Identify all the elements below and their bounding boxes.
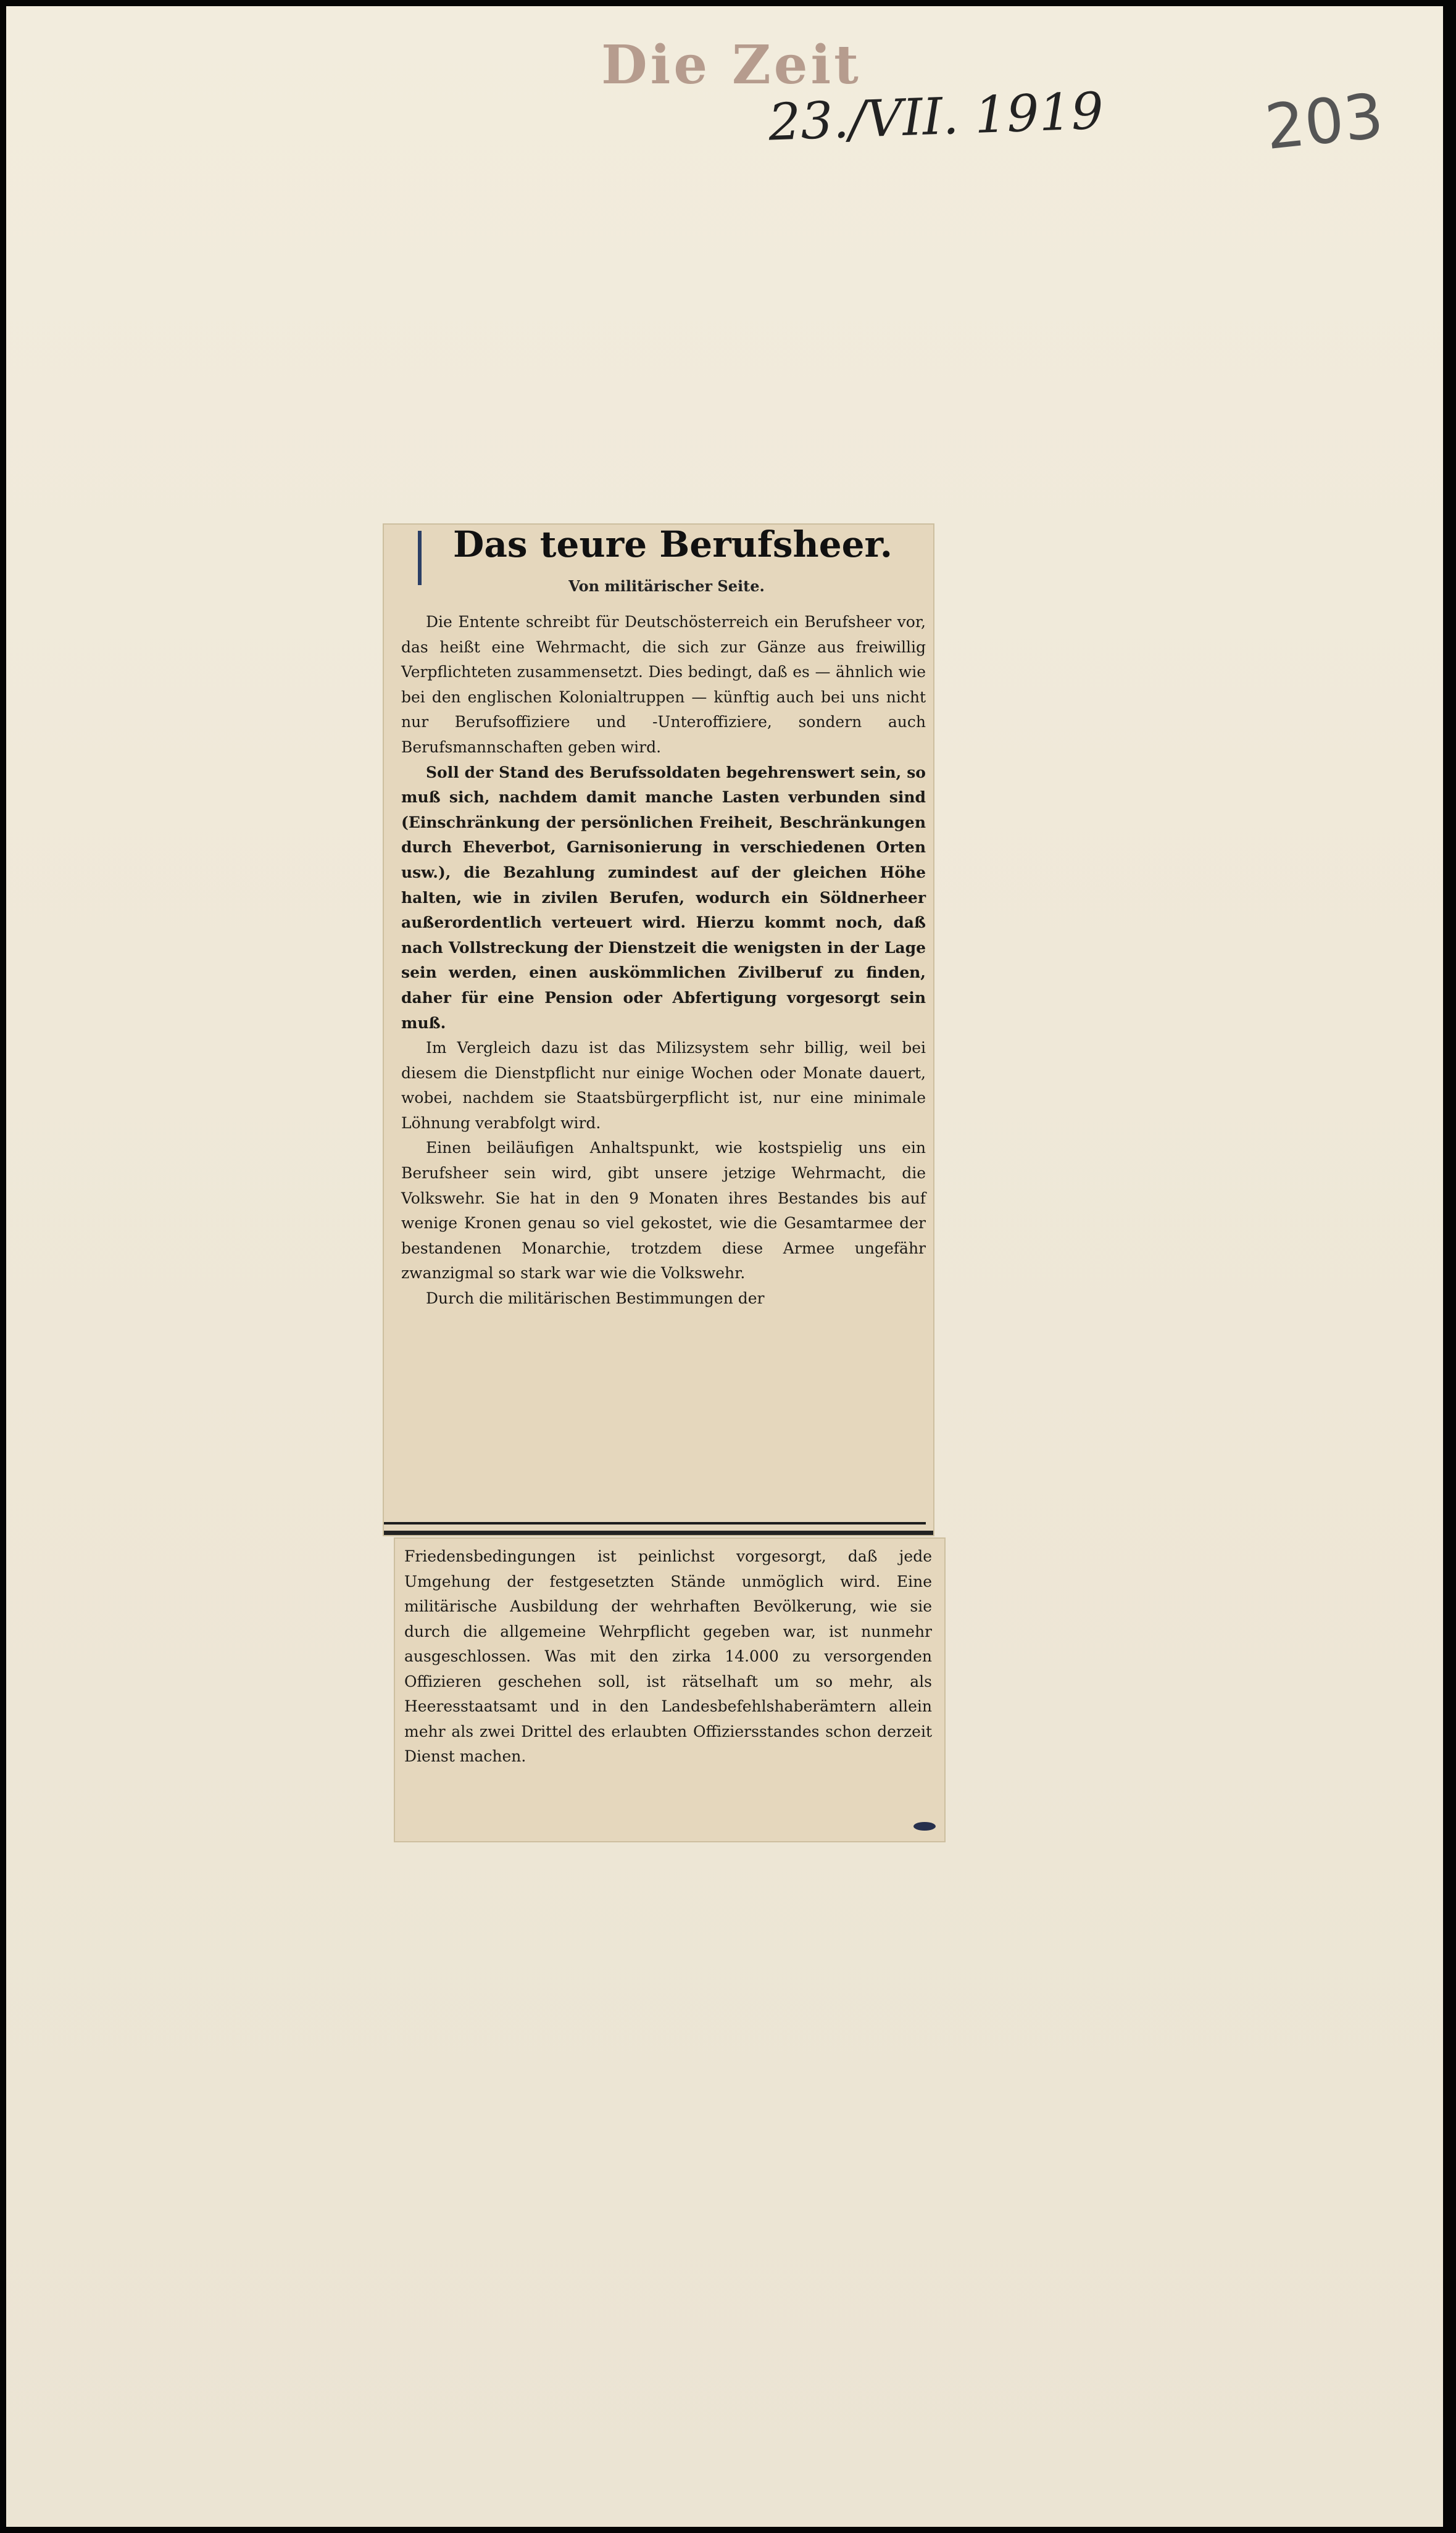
margin-mark — [418, 531, 422, 585]
page-number: 203 — [1262, 79, 1387, 164]
article-paragraph: Die Entente schreibt für Deutschösterreich ein Berufsheer vor, das heißt eine Wehrmacht, die sich zur Gänze aus freiwillig Verpflichteten zusammensetzt. Dies bedingt, daß es — ähnlich wie bei den englischen Kolonialtruppen — künftig auch bei uns nicht nur Berufsoffiziere und -Unteroffiziere, sondern auch Berufsmannschaften geben wird. — [401, 613, 926, 756]
ink-mark — [913, 1822, 936, 1831]
article-body — [401, 610, 926, 1312]
newspaper-stamp: Die Zeit — [601, 34, 862, 96]
article-subhead: Von militärischer Seite. — [568, 577, 765, 595]
handwritten-date: 23./VII. 1919 — [767, 81, 1105, 152]
article-paragraph: Im Vergleich dazu ist das Milizsystem sehr billig, weil bei diesem die Dienstpflicht nur einige Wochen oder Monate dauert, wobei, nachdem sie Staatsbürgerpflicht ist, nur eine minimale Löhnung verabfolgt wird. — [401, 1039, 926, 1132]
article-continuation — [404, 1544, 932, 1770]
article-paragraph: Soll der Stand des Berufssoldaten begehrenswert sein, so muß sich, nachdem damit manche Lasten verbunden sind (Einschränkung der persönlichen Freiheit, Beschränkungen durch Eheverbot, Garnisonierung in verschiedenen Orten usw.), die Bezahlung zumindest auf der gleichen Höhe halten, wie in zivilen Berufen, wodurch ein Söldnerheer außerordentlich verteuert wird. Hierzu kommt noch, daß nach Vollstreckung der Dienstzeit die wenigsten in der Lage sein werden, einen auskömmlichen Zivilberuf zu finden, daher für eine Pension oder Abfertigung vorgesorgt sein muß. — [401, 763, 926, 1032]
article-paragraph: Einen beiläufigen Anhaltspunkt, wie kostspielig uns ein Berufsheer sein wird, gibt unsere jetzige Wehrmacht, die Volkswehr. Sie hat in den 9 Monaten ihres Bestandes bis auf wenige Kronen genau so viel gekostet, wie die Gesamtarmee der bestandenen Monarchie, trotzdem diese Armee ungefähr zwanzigmal so stark war wie die Volkswehr. — [401, 1139, 926, 1283]
article-paragraph: Friedensbedingungen ist peinlichst vorgesorgt, daß jede Umgehung der festgesetzten Stände unmöglich wird. Eine militärische Ausbildung der wehrhaften Bevölkerung, wie sie durch die allgemeine Wehrpflicht gegeben war, ist nunmehr ausgeschlossen. Was mit den zirka 14.000 zu versorgenden Offizieren geschehen soll, ist rätselhaft um so mehr, als Heeresstaatsamt und in den Landesbefehlshaberämtern allein mehr als zwei Drittel des erlaubten Offiziersstandes schon derzeit Dienst machen. — [404, 1547, 932, 1765]
article-headline: Das teure Berufsheer. — [453, 523, 892, 565]
column-rule — [384, 1522, 926, 1524]
article-paragraph: Durch die militärischen Bestimmungen der — [426, 1289, 765, 1308]
